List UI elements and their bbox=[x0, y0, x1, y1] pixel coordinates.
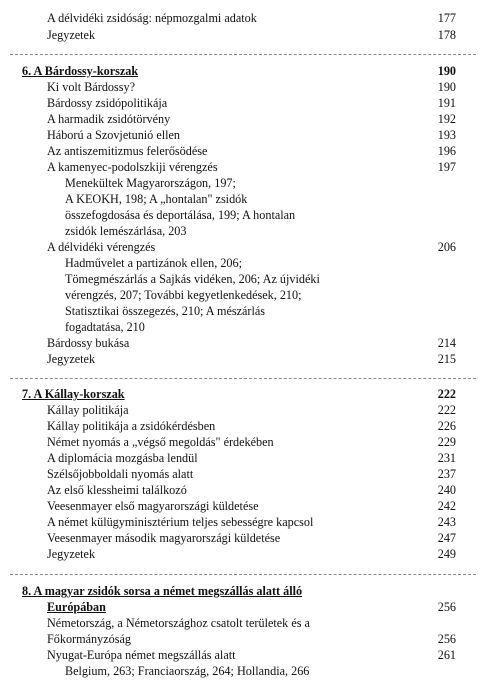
toc-entry-page: 177 bbox=[437, 11, 456, 25]
toc-entry-page: 193 bbox=[437, 128, 456, 142]
chapter-page: 190 bbox=[437, 64, 456, 78]
section-divider bbox=[10, 378, 476, 379]
toc-entry-title: Kállay politikája bbox=[47, 403, 129, 417]
toc-entry-page: 226 bbox=[437, 419, 456, 433]
toc-entry-page: 261 bbox=[437, 648, 456, 662]
toc-entry bbox=[0, 615, 484, 631]
toc-subentry bbox=[0, 303, 484, 319]
toc-subentry-text: A KEOKH, 198; A „hontalan" zsidók bbox=[65, 192, 248, 206]
toc-entry-title: Bárdossy zsidópolitikája bbox=[47, 96, 168, 110]
toc-entry-page: 222 bbox=[437, 403, 456, 417]
toc-entry bbox=[0, 402, 484, 418]
toc-entry-title: Jegyzetek bbox=[47, 547, 96, 561]
toc-entry-page: 215 bbox=[437, 352, 456, 366]
chapter-page: 222 bbox=[437, 387, 456, 401]
toc-entry-page: 214 bbox=[437, 336, 456, 350]
toc-entry bbox=[0, 530, 484, 546]
toc-subentry-text: Tömegmészárlás a Sajkás vidéken, 206; Az újvidéki bbox=[65, 272, 320, 286]
chapter-title: 7. A Kállay-korszak bbox=[22, 387, 125, 401]
toc-entry bbox=[0, 351, 484, 367]
chapter-8-heading-continued bbox=[0, 599, 484, 615]
chapter-title: 8. A magyar zsidók sorsa a német megszállás alatt álló bbox=[22, 584, 303, 598]
toc-entry-page: 229 bbox=[437, 435, 456, 449]
toc-entry-page: 196 bbox=[437, 144, 456, 158]
toc-entry-title: Kállay politikája a zsidókérdésben bbox=[47, 419, 216, 433]
chapter-8-heading bbox=[0, 583, 484, 599]
toc-entry-title: Jegyzetek bbox=[47, 352, 96, 366]
toc-subentry bbox=[0, 255, 484, 271]
toc-subentry-text: zsidók lemészárlása, 203 bbox=[65, 224, 187, 238]
toc-entry-title: A délvidéki vérengzés bbox=[47, 240, 156, 254]
toc-entry-page: 197 bbox=[437, 160, 456, 174]
toc-entry bbox=[0, 546, 484, 562]
toc-entry-title: Az első klessheimi találkozó bbox=[47, 483, 187, 497]
toc-entry-title: A délvidéki zsidóság: népmozgalmi adatok bbox=[47, 11, 257, 25]
toc-entry bbox=[0, 27, 484, 43]
toc-entry bbox=[0, 466, 484, 482]
toc-entry-page: 237 bbox=[437, 467, 456, 481]
toc-entry bbox=[0, 239, 484, 255]
toc-entry-page: 247 bbox=[437, 531, 456, 545]
toc-entry-title: Szélsőjobboldali nyomás alatt bbox=[47, 467, 194, 481]
toc-entry bbox=[0, 514, 484, 530]
toc-subentry-text: Hadművelet a partizánok ellen, 206; bbox=[65, 256, 242, 270]
toc-subentry bbox=[0, 191, 484, 207]
toc-subentry-text: vérengzés, 207; További kegyetlenkedések, 210; bbox=[65, 288, 302, 302]
toc-entry-title: Nyugat-Európa német megszállás alatt bbox=[47, 648, 236, 662]
toc-entry-title: Veesenmayer második magyarországi küldetése bbox=[47, 531, 281, 545]
toc-entry-title: Jegyzetek bbox=[47, 28, 96, 42]
toc-entry-title: Háború a Szovjetunió ellen bbox=[47, 128, 181, 142]
toc-entry bbox=[0, 418, 484, 434]
toc-entry-page: 178 bbox=[437, 28, 456, 42]
toc-entry-title: A német külügyminisztérium teljes sebességre kapcsol bbox=[47, 515, 314, 529]
toc-entry-title: Veesenmayer első magyarországi küldetése bbox=[47, 499, 259, 513]
section-divider bbox=[10, 574, 476, 575]
toc-entry-page: 191 bbox=[437, 96, 456, 110]
section-divider bbox=[10, 54, 476, 55]
toc-entry bbox=[0, 335, 484, 351]
toc-subentry bbox=[0, 663, 484, 679]
toc-entry bbox=[0, 434, 484, 450]
toc-subentry-text: Menekültek Magyarországon, 197; bbox=[65, 176, 236, 190]
toc-entry-title: Német nyomás a „végső megoldás" érdekében bbox=[47, 435, 274, 449]
toc-entry-page: 256 bbox=[437, 632, 456, 646]
toc-subentry-text: összefogdosása és deportálása, 199; A hontalan bbox=[65, 208, 296, 222]
toc-entry-page: 243 bbox=[437, 515, 456, 529]
toc-subentry-text: Statisztikai összegezés, 210; A mészárlás bbox=[65, 304, 266, 318]
toc-entry bbox=[0, 159, 484, 175]
toc-subentry bbox=[0, 175, 484, 191]
toc-entry-page: 231 bbox=[437, 451, 456, 465]
toc-entry bbox=[0, 450, 484, 466]
chapter-title: 6. A Bárdossy-korszak bbox=[22, 64, 139, 78]
toc-entry bbox=[0, 10, 484, 26]
toc-subentry bbox=[0, 223, 484, 239]
toc-entry-page: 206 bbox=[437, 240, 456, 254]
toc-subentry-text: fogadtatása, 210 bbox=[65, 320, 145, 334]
toc-entry-page: 190 bbox=[437, 80, 456, 94]
toc-entry bbox=[0, 111, 484, 127]
toc-entry-title: Ki volt Bárdossy? bbox=[47, 80, 136, 94]
toc-entry-page: 249 bbox=[437, 547, 456, 561]
chapter-title-continued: Európában bbox=[47, 600, 106, 614]
toc-entry bbox=[0, 127, 484, 143]
toc-entry bbox=[0, 143, 484, 159]
toc-entry-title: Főkormányzóság bbox=[47, 632, 131, 646]
toc-subentry bbox=[0, 319, 484, 335]
toc-entry bbox=[0, 498, 484, 514]
toc-subentry bbox=[0, 271, 484, 287]
toc-entry bbox=[0, 79, 484, 95]
chapter-7-heading bbox=[0, 386, 484, 402]
toc-subentry bbox=[0, 207, 484, 223]
toc-entry-page: 240 bbox=[437, 483, 456, 497]
chapter-6-heading bbox=[0, 63, 484, 79]
chapter-page: 256 bbox=[437, 600, 456, 614]
toc-entry bbox=[0, 95, 484, 111]
toc-entry-title: Az antiszemitizmus felerősödése bbox=[47, 144, 208, 158]
toc-subentry bbox=[0, 287, 484, 303]
toc-entry-page: 242 bbox=[437, 499, 456, 513]
toc-entry bbox=[0, 647, 484, 663]
toc-entry-title: Bárdossy bukása bbox=[47, 336, 130, 350]
toc-entry-title: A harmadik zsidótörvény bbox=[47, 112, 171, 126]
toc-entry-title: Németország, a Németországhoz csatolt területek és a bbox=[47, 616, 310, 630]
toc-entry-page: 192 bbox=[437, 112, 456, 126]
toc-subentry-text: Belgium, 263; Franciaország, 264; Hollandia, 266 bbox=[65, 664, 310, 678]
toc-entry-title: A kamenyec-podolszkiji vérengzés bbox=[47, 160, 218, 174]
toc-entry bbox=[0, 631, 484, 647]
toc-entry-title: A diplomácia mozgásba lendül bbox=[47, 451, 198, 465]
toc-entry bbox=[0, 482, 484, 498]
